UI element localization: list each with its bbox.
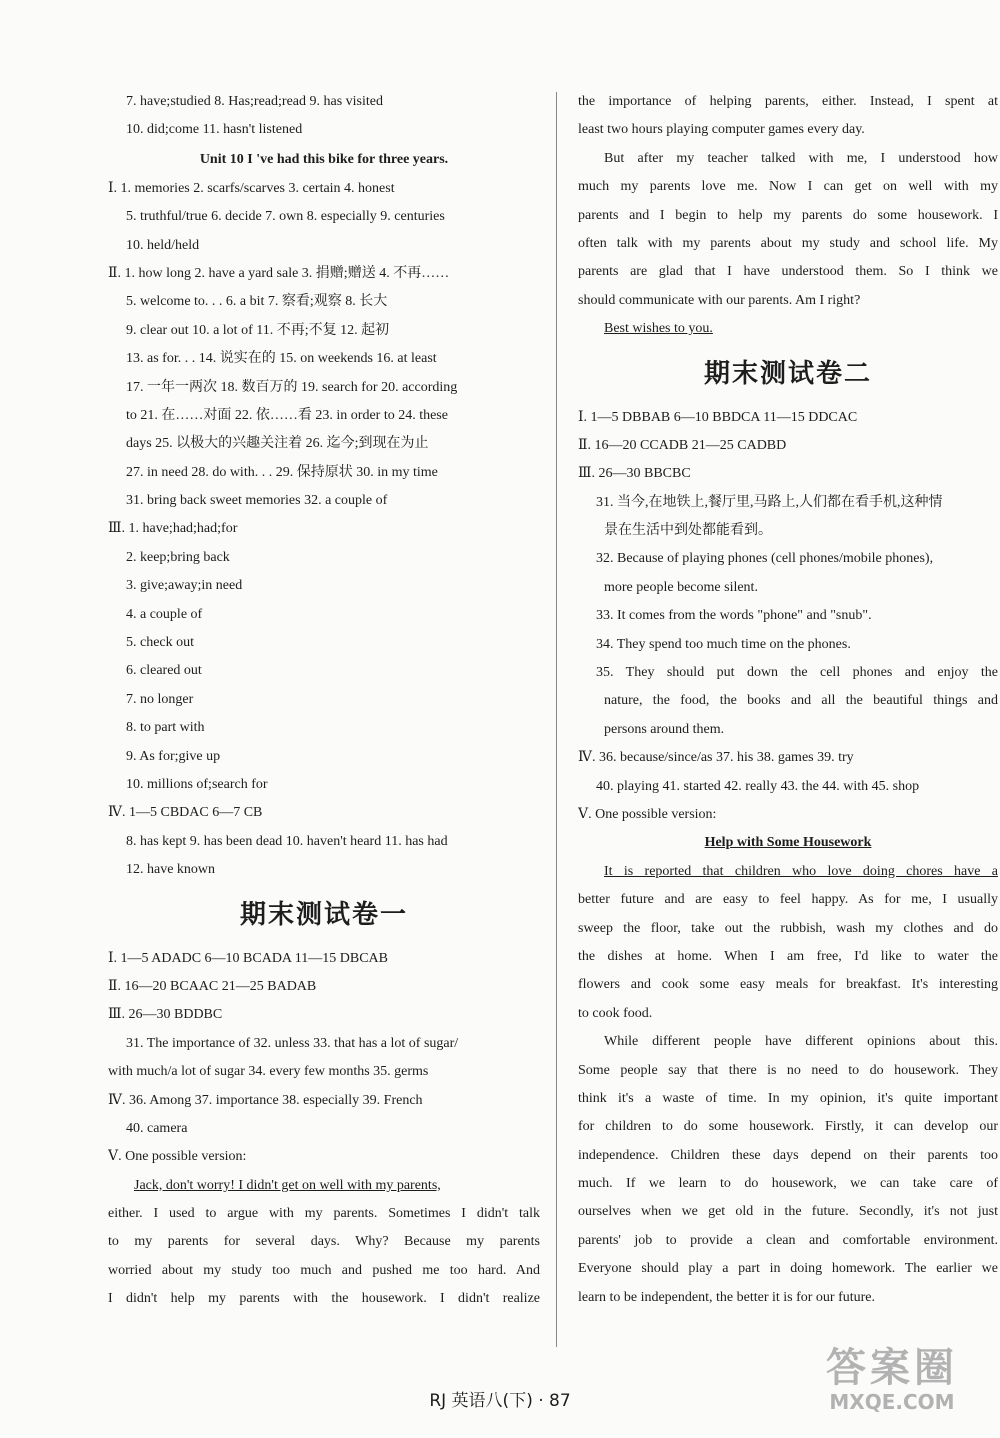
right-line: 32. Because of playing phones (cell phones/mobile phones), (596, 551, 934, 567)
right-line: 景在生活中到处都能看到。 (604, 523, 772, 539)
left-line: 31. bring back sweet memories 32. a couple of (126, 493, 388, 509)
right-line: much. If we learn to do housework, we can take care of (578, 1176, 998, 1192)
left-line: 40. camera (126, 1120, 188, 1136)
right-line: 34. They spend too much time on the phones. (596, 636, 851, 652)
right-line: often talk with my parents about my study and school life. My (578, 235, 998, 251)
right-line: ourselves when we get old in the future. Secondly, it's not just (578, 1204, 998, 1220)
left-line: 6. cleared out (126, 663, 202, 679)
page-footer: RJ 英语八(下) · 87 (429, 1391, 571, 1411)
right-line: the importance of helping parents, either. Instead, I spent at (578, 94, 998, 109)
left-line: I didn't help my parents with the housework. I didn't realize (108, 1291, 540, 1307)
left-line: 9. As for;give up (126, 748, 221, 764)
right-line: Help with Some Housework (704, 835, 872, 851)
right-line: more people become silent. (604, 579, 758, 595)
right-line: 期末测试卷二 (703, 358, 872, 389)
right-line: learn to be independent, the better it is for our future. (578, 1289, 876, 1305)
right-line: Ⅴ. One possible version: (578, 806, 717, 822)
column-divider (556, 92, 557, 1347)
right-line: parents and I begin to help my parents do some housework. I (578, 207, 998, 223)
right-line: nature, the food, the books and all the beautiful things and (604, 693, 998, 709)
left-line: Ⅳ. 36. Among 37. importance 38. especially 39. French (108, 1092, 423, 1108)
left-line: 期末测试卷一 (239, 899, 408, 930)
right-line: better future and are easy to feel happy. As for me, I usually (578, 892, 998, 908)
right-line: But after my teacher talked with me, I understood how (604, 150, 998, 166)
left-line: 8. to part with (126, 720, 205, 736)
right-line: to cook food. (578, 1005, 653, 1021)
left-line: Ⅰ. 1—5 ADADC 6—10 BCADA 11—15 DBCAB (108, 950, 388, 966)
right-line: Best wishes to you. (604, 321, 713, 337)
left-line: days 25. 以极大的兴趣关注着 26. 迄今;到现在为止 (126, 436, 429, 452)
left-line: Unit 10 I 've had this bike for three years. (199, 151, 449, 167)
left-line: worried about my study too much and pushed me too hard. And (108, 1262, 540, 1278)
watermark-top: 答案圈 (826, 1345, 958, 1391)
left-line: 27. in need 28. do with. . . 29. 保持原状 30. in my time (126, 464, 438, 480)
right-line: 31. 当今,在地铁上,餐厅里,马路上,人们都在看手机,这种情 (596, 494, 943, 510)
left-line: with much/a lot of sugar 34. every few months 35. germs (108, 1064, 429, 1080)
right-line: It is reported that children who love doing chores have a (604, 863, 998, 879)
left-line: Ⅳ. 1—5 CBDAC 6—7 CB (108, 805, 263, 821)
left-line: Ⅰ. 1. memories 2. scarfs/scarves 3. certain 4. honest (108, 180, 395, 196)
left-line: 17. 一年一两次 18. 数百万的 19. search for 20. according (126, 379, 458, 395)
left-line: Ⅲ. 1. have;had;had;for (108, 521, 238, 537)
right-line: 40. playing 41. started 42. really 43. the 44. with 45. shop (596, 778, 920, 794)
right-line: Ⅲ. 26—30 BBCBC (578, 466, 691, 482)
left-line: either. I used to argue with my parents. Sometimes I didn't talk (108, 1206, 540, 1222)
left-line: 5. check out (126, 635, 195, 651)
right-line: much my parents love me. Now I can get on well with my (578, 179, 998, 195)
right-line: Everyone should play a part in doing homework. The earlier we (578, 1261, 998, 1277)
right-line: 35. They should put down the cell phones and enjoy the (596, 665, 998, 681)
watermark-bottom: MXQE.COM (829, 1390, 955, 1414)
right-line: 33. It comes from the words "phone" and "snub". (596, 608, 872, 624)
right-line: Some people say that there is no need to do housework. They (578, 1062, 998, 1078)
left-line: to my parents for several days. Why? Because my parents (108, 1234, 540, 1250)
watermark-logo (802, 1346, 982, 1426)
left-line: 4. a couple of (126, 606, 203, 622)
right-line: While different people have different opinions about this. (604, 1034, 998, 1050)
left-line: Jack, don't worry! I didn't get on well with my parents, (134, 1177, 441, 1193)
left-line: Ⅲ. 26—30 BDDBC (108, 1007, 223, 1023)
left-line: 10. held/held (126, 237, 200, 253)
left-line: 13. as for. . . 14. 说实在的 15. on weekends 16. at least (126, 351, 437, 367)
right-line: Ⅱ. 16—20 CCADB 21—25 CADBD (578, 437, 787, 453)
left-line: 5. truthful/true 6. decide 7. own 8. especially 9. centuries (126, 209, 445, 225)
left-line: Ⅱ. 1. how long 2. have a yard sale 3. 捐赠;赠送 4. 不再…… (108, 265, 450, 281)
left-line: 31. The importance of 32. unless 33. that has a lot of sugar/ (126, 1035, 459, 1051)
right-line: flowers and cook some easy meals for breakfast. It's interesting (578, 977, 998, 993)
left-line: 5. welcome to. . . 6. a bit 7. 察看;观察 8. 长大 (126, 294, 388, 310)
right-line: for children to do some housework. Firstly, it can develop our (578, 1119, 998, 1135)
right-line: parents are glad that I have understood them. So I think we (578, 264, 998, 280)
left-line: 12. have known (126, 862, 216, 878)
right-line: sweep the floor, take out the rubbish, wash my clothes and do (578, 920, 998, 936)
right-line: should communicate with our parents. Am I right? (578, 292, 861, 308)
left-line: 8. has kept 9. has been dead 10. haven't heard 11. has had (126, 833, 448, 849)
left-line: 7. no longer (126, 691, 194, 707)
left-line: 10. did;come 11. hasn't listened (126, 122, 303, 138)
left-line: Ⅴ. One possible version: (108, 1149, 247, 1165)
left-line: 3. give;away;in need (126, 578, 243, 594)
right-line: independence. Children these days depend on their parents too (578, 1147, 998, 1163)
left-line: 10. millions of;search for (126, 776, 268, 792)
left-line: to 21. 在……对面 22. 依……看 23. in order to 24. these (126, 407, 448, 423)
left-line: Ⅱ. 16—20 BCAAC 21—25 BADAB (108, 978, 317, 994)
left-line: 7. have;studied 8. Has;read;read 9. has visited (126, 94, 383, 109)
right-line: parents' job to provide a clean and comfortable environment. (578, 1232, 998, 1248)
left-column (108, 88, 540, 1314)
right-line: least two hours playing computer games every day. (578, 122, 865, 138)
left-line: 2. keep;bring back (126, 549, 230, 565)
right-line: Ⅰ. 1—5 DBBAB 6—10 BBDCA 11—15 DDCAC (578, 409, 858, 425)
right-column (578, 88, 998, 1312)
right-line: Ⅳ. 36. because/since/as 37. his 38. games 39. try (578, 750, 854, 766)
right-line: the dishes at home. When I am free, I'd like to water the (578, 948, 998, 964)
left-line: 9. clear out 10. a lot of 11. 不再;不复 12. 起初 (126, 322, 390, 338)
right-line: think it's a waste of time. In my opinion, it's quite important (578, 1090, 998, 1106)
right-line: persons around them. (604, 721, 725, 737)
